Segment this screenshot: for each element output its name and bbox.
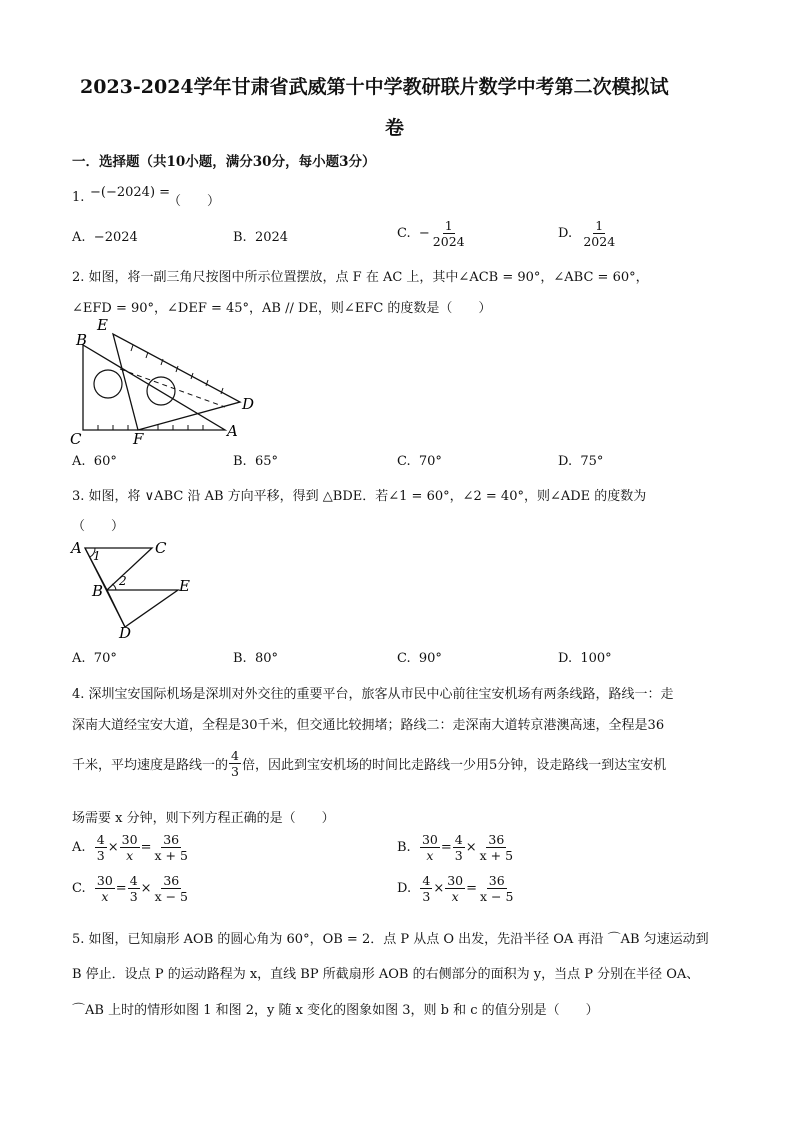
q5-stem-line1: 5. 如图，已知扇形 AOB 的圆心角为 60°，OB = 2．点 P 从点 O 出发，先沿半径 OA 再沿 ⌒AB 匀速运动到 [72, 932, 709, 947]
q3-label-a: A [71, 539, 82, 557]
q1-option-a[interactable]: A. −2024 [72, 230, 138, 245]
q4-stem-line2: 深南大道经宝安大道，全程是30千米，但交通比较拥堵；路线二：走深南大道转京港澳高速，全程是36 [72, 718, 665, 733]
q4-option-c[interactable]: C. $\frac{30}{x}$ = $\frac{4}{3}$ × $\frac{36}{x - 5}$ [72, 873, 188, 904]
q3-label-d: D [119, 624, 132, 642]
q1-option-b[interactable]: B. 2024 [233, 230, 289, 245]
section-heading: 一．选择题（共10小题，满分30分，每小题3分） [72, 154, 376, 170]
q4-option-d[interactable]: D. $\frac{4}{3}$ × $\frac{30}{x}$ = $\frac{36}{x - 5}$ [397, 873, 514, 904]
q3-label-2: 2 [119, 574, 127, 588]
q2-label-d: D [242, 395, 255, 413]
q3-label-e: E [179, 577, 190, 595]
q1-d-fraction: $\frac{1}{2024}$ [583, 218, 616, 249]
q1-expression: −(−2024) = [90, 185, 171, 200]
q4-stem-fraction: $\frac{4}{3}$ [231, 748, 239, 779]
q3-option-d[interactable]: D. 100° [558, 651, 612, 666]
q2-option-c[interactable]: C. 70° [397, 454, 442, 469]
q5-stem-line3: ⌒AB 上时的情形如图 1 和图 2，y 随 x 变化的图象如图 3，则 b 和 c 的值分别是（ ） [72, 1003, 599, 1018]
q3-stem-line1: 3. 如图，将 ∨ABC 沿 AB 方向平移，得到 △BDE．若∠1 = 60°，∠2 = 40°，则∠ADE 的度数为 [72, 489, 647, 504]
q3-triangle-bde [107, 590, 178, 627]
q2-label-c: C [70, 430, 82, 448]
q3-stem-line2: （ ） [72, 519, 125, 534]
q2-option-b[interactable]: B. 65° [233, 454, 278, 469]
q2-stem-line2: ∠EFD = 90°，∠DEF = 45°，AB // DE，则∠EFC 的度数是（ ） [72, 301, 492, 316]
q4-option-a[interactable]: A. $\frac{4}{3}$ × $\frac{30}{x}$ = $\frac{36}{x + 5}$ [72, 832, 188, 863]
q3-option-a[interactable]: A. 70° [72, 651, 117, 666]
q3-label-c: C [155, 539, 167, 557]
q1-paren: （ ） [168, 194, 221, 209]
q5-stem-line2: B 停止．设点 P 的运动路程为 x，直线 BP 所截扇形 AOB 的右侧部分的面积为 y，当点 P 分别在半径 OA、 [72, 967, 700, 982]
page-title-line1: 2023-2024学年甘肃省武威第十中学教研联片数学中考第二次模拟试 [80, 76, 669, 98]
q2-label-e: E [97, 316, 108, 334]
q2-option-d[interactable]: D. 75° [558, 454, 604, 469]
page-title-line2: 卷 [385, 117, 405, 139]
q2-label-a: A [227, 422, 238, 440]
q3-label-b: B [92, 582, 104, 600]
q4-stem-line1: 4. 深圳宝安国际机场是深圳对外交往的重要平台，旅客从市民中心前往宝安机场有两条线路，路线一：走 [72, 687, 674, 702]
q1-option-c[interactable]: C. − $\frac{1}{2024}$ [397, 218, 465, 249]
q3-option-b[interactable]: B. 80° [233, 651, 278, 666]
q2-option-a[interactable]: A. 60° [72, 454, 117, 469]
q3-angle-2-arc [112, 584, 116, 590]
q3-label-1: 1 [93, 549, 101, 563]
q1-c-fraction: $\frac{1}{2024}$ [432, 218, 465, 249]
q4-option-b[interactable]: B. $\frac{30}{x}$ = $\frac{4}{3}$ × $\frac{36}{x + 5}$ [397, 832, 514, 863]
q4-stem-line4: 场需要 x 分钟，则下列方程正确的是（ ） [72, 811, 335, 826]
q1-number: 1. [72, 190, 85, 205]
q3-option-c[interactable]: C. 90° [397, 651, 442, 666]
q2-label-b: B [76, 331, 88, 349]
q1-option-d[interactable]: D. $\frac{1}{2024}$ [558, 218, 616, 249]
q2-stem-line1: 2. 如图，将一副三角尺按图中所示位置摆放，点 F 在 AC 上，其中∠ACB = 90°，∠ABC = 60°， [72, 270, 649, 285]
q4-stem-line3: 千米，平均速度是路线一的 $\frac{4}{3}$ 倍，因此到宝安机场的时间比走路线一少用5分钟，设走路线一到达宝安机 [72, 748, 667, 779]
q2-label-f: F [133, 430, 144, 448]
